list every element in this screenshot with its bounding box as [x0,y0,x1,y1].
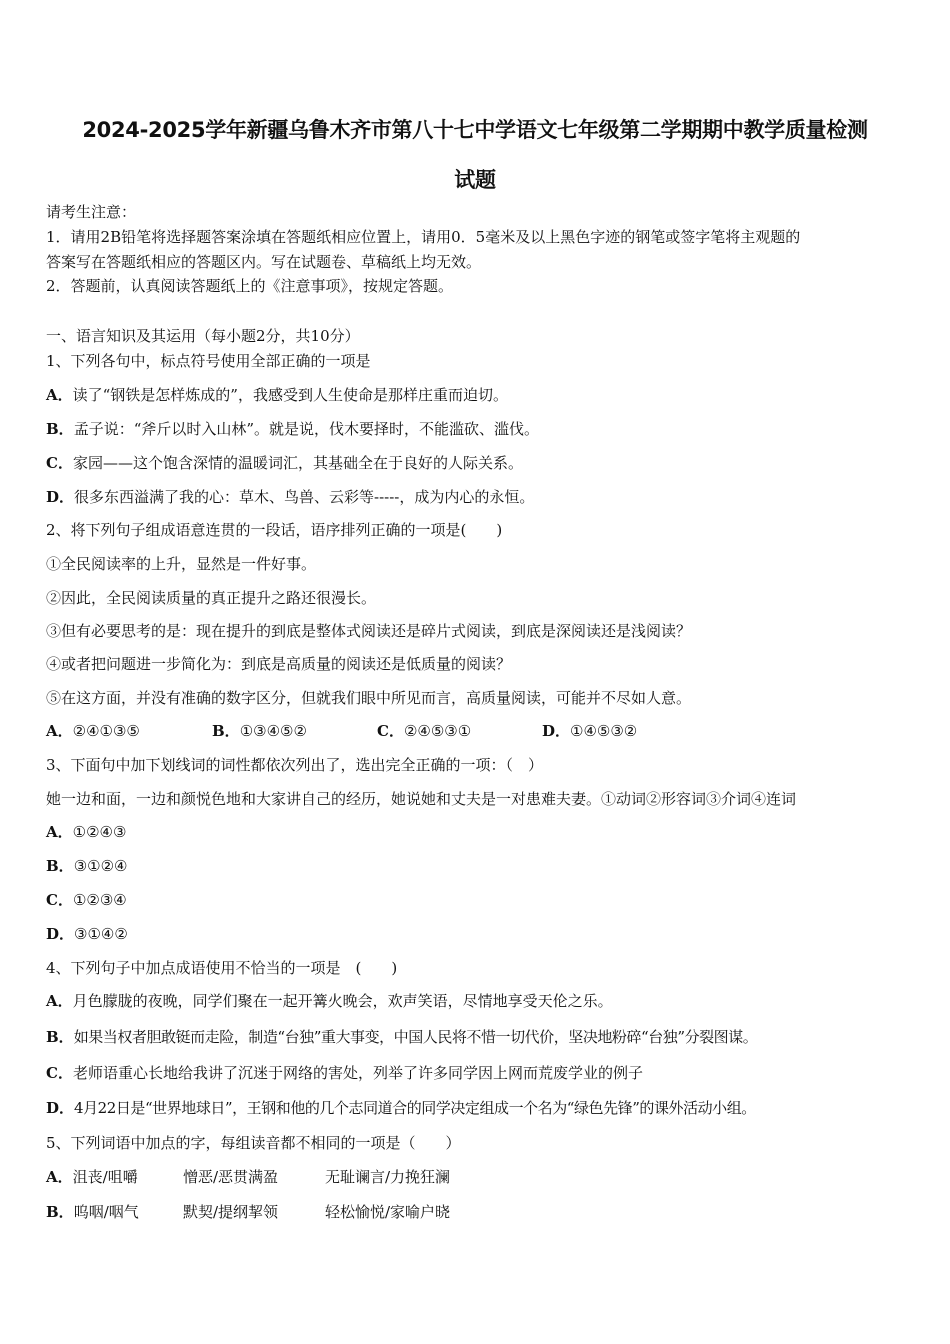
word-group-1: 沮丧/咀嚼 [72,1168,138,1186]
exam-title-continued: 试题 [454,168,496,192]
question-4-option-d [46,1098,756,1118]
option-label: B． [46,1203,74,1221]
question-2-options [46,721,637,741]
question-1-stem: 1、下列各句中，标点符号使用全部正确的一项是 [46,352,371,370]
option-text: 4月22日是“世界地球日”，王钢和他的几个志同道合的同学决定组成一个名为“绿色先锋”的课外活动小组。 [74,1099,756,1117]
option-label: A． [46,386,73,404]
notice-heading: 请考生注意： [46,203,137,221]
word-group-3: 轻松愉悦/家喻户晓 [325,1203,451,1221]
option-text: 老师语重心长地给我讲了沉迷于网络的害处，列举了许多同学因上网而荒废学业的例子 [72,1064,643,1082]
option-text: ①②③④ [72,891,127,909]
option-label: D． [46,925,75,943]
question-1-option-b [46,419,539,439]
question-2-option-b [212,721,377,741]
word-group-2: 默契/提纲挈领 [183,1203,279,1221]
question-3-option-b [46,856,127,876]
question-5-stem: 5、下列词语中加点的字，每组读音都不相同的一项是（ ） [46,1134,461,1152]
option-text: 孟子说：“斧斤以时入山林”。就是说，伐木要择时，不能滥砍、滥伐。 [73,420,540,438]
question-3-stem: 3、下面句中加下划线词的词性都依次列出了，选出完全正确的一项：（ ） [46,756,544,774]
option-label: C． [46,891,73,909]
option-label: B． [212,722,240,740]
option-label: A． [46,722,73,740]
question-2-sentence-4: ④或者把问题进一步简化为：到底是高质量的阅读还是低质量的阅读？ [46,655,512,673]
word-group-2: 憎恶/恶贯满盈 [183,1168,279,1186]
option-a-head [46,1167,183,1187]
option-label: A． [46,823,73,841]
section-heading: 一、语言知识及其运用（每小题2分，共10分） [46,327,360,345]
option-label: A． [46,992,73,1010]
question-2-sentence-5: ⑤在这方面，并没有准确的数字区分，但就我们眼中所见而言，高质量阅读，可能并不尽如人意。 [46,689,692,707]
option-text: 很多东西溢满了我的心：草木、鸟兽、云彩等-----，成为内心的永恒。 [74,488,535,506]
question-3-sentence: 她一边和面，一边和颜悦色地和大家讲自己的经历，她说她和丈夫是一对患难夫妻。①动词②形容词③介词④连词 [46,790,797,808]
question-2-stem: 2、将下列句子组成语意连贯的一段话，语序排列正确的一项是( ) [46,521,503,539]
question-2-sentence-3: ③但有必要思考的是：现在提升的到底是整体式阅读还是碎片式阅读，到底是深阅读还是浅阅读？ [46,622,692,640]
question-2-option-c [377,721,542,741]
option-label: B． [46,1028,74,1046]
option-label: A． [46,1168,73,1186]
option-label: D． [46,1099,75,1117]
notice-item-2: 2．答题前，认真阅读答题纸上的《注意事项》，按规定答题。 [46,277,454,295]
question-1-option-d [46,487,534,507]
question-2-option-a [46,721,212,741]
notice-item-1: 1．请用2B铅笔将选择题答案涂填在答题纸相应位置上，请用0．5毫米及以上黑色字迹的钢笔或签字笔将主观题的 [46,228,801,246]
option-text: 读了“钢铁是怎样炼成的”，我感受到人生使命是那样庄重而迫切。 [72,386,508,404]
question-4-option-c [46,1063,643,1083]
option-text: ③①④② [74,925,128,943]
question-4-option-a [46,991,613,1011]
question-1-option-c [46,453,523,473]
option-text: ③①②④ [73,857,128,875]
option-label: C． [46,1064,73,1082]
option-text: ①②④③ [72,823,127,841]
option-label: C． [46,454,73,472]
option-label: D． [542,722,571,740]
option-text: ②④①③⑤ [72,722,140,740]
question-3-option-d [46,924,128,944]
question-2-option-d [542,721,637,741]
option-b-head [46,1202,183,1222]
word-group-3: 无耻谰言/力挽狂澜 [325,1168,451,1186]
question-4-option-b [46,1027,757,1047]
option-text: ①③④⑤② [239,722,307,740]
word-group-1: 呜咽/咽气 [73,1203,139,1221]
option-text: 家园——这个饱含深情的温暖词汇，其基础全在于良好的人际关系。 [72,454,523,472]
question-1-option-a [46,385,508,405]
option-text: 月色朦胧的夜晚，同学们聚在一起开篝火晚会，欢声笑语，尽情地享受天伦之乐。 [72,992,613,1010]
option-text: ①④⑤③② [570,722,638,740]
option-label: B． [46,857,74,875]
option-label: C． [377,722,404,740]
question-5-option-b [46,1202,450,1222]
question-4-stem: 4、下列句子中加点成语使用不恰当的一项是 ( ) [46,959,398,977]
question-2-sentence-2: ②因此，全民阅读质量的真正提升之路还很漫长。 [46,589,377,607]
question-2-sentence-1: ①全民阅读率的上升，显然是一件好事。 [46,555,317,573]
exam-title: 2024-2025学年新疆乌鲁木齐市第八十七中学语文七年级第二学期期中教学质量检测 [82,118,868,142]
question-3-option-c [46,890,127,910]
question-5-option-a [46,1167,450,1187]
option-text: 如果当权者胆敢铤而走险，制造“台独”重大事变，中国人民将不惜一切代价，坚决地粉碎“台独”分裂图谋。 [73,1028,758,1046]
notice-item-1-continued: 答案写在答题纸相应的答题区内。写在试题卷、草稿纸上均无效。 [46,253,482,271]
option-label: D． [46,488,75,506]
question-3-option-a [46,822,126,842]
option-label: B． [46,420,74,438]
option-text: ②④⑤③① [403,722,472,740]
